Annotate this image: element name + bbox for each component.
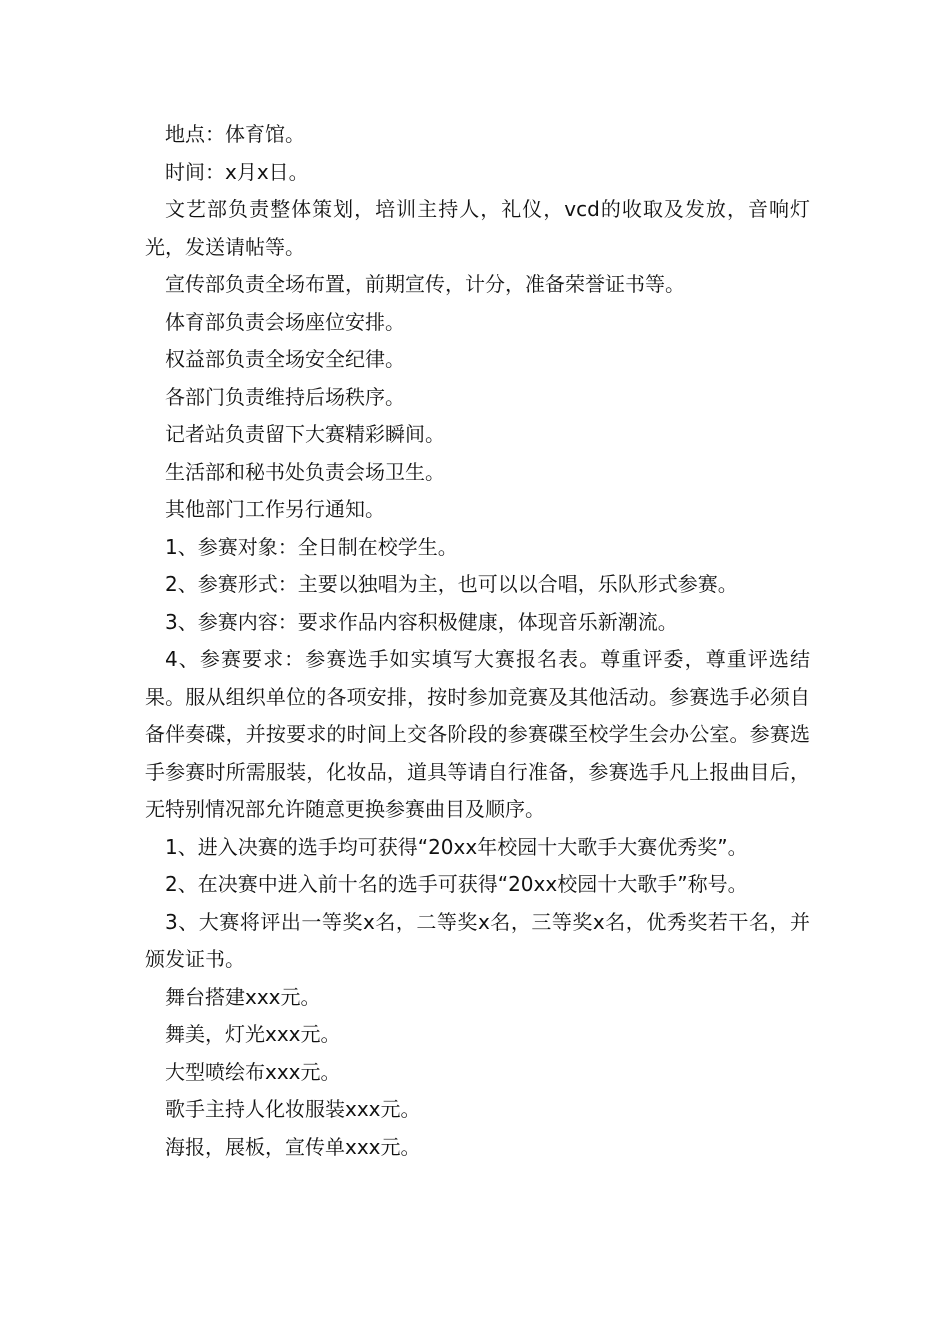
paragraph-life-dept: 生活部和秘书处负责会场卫生。 bbox=[165, 459, 445, 484]
paragraph-award-prizes: 3、大赛将评出一等奖x名，二等奖x名，三等奖x名，优秀奖若干名，并颁发证书。 bbox=[145, 909, 810, 971]
paragraph-format: 2、参赛形式：主要以独唱为主，也可以以合唱，乐队形式参赛。 bbox=[165, 572, 738, 596]
paragraph-press-station: 记者站负责留下大赛精彩瞬间。 bbox=[165, 422, 445, 446]
paragraph-other-depts: 其他部门工作另行通知。 bbox=[165, 497, 385, 521]
paragraph-location: 地点：体育馆。 bbox=[165, 122, 305, 146]
paragraph-all-depts: 各部门负责维持后场秩序。 bbox=[165, 384, 405, 409]
paragraph-budget-stage: 舞台搭建xxx元。 bbox=[165, 984, 321, 1009]
paragraph-sports-dept: 体育部负责会场座位安排。 bbox=[165, 309, 405, 334]
paragraph-publicity-dept: 宣传部负责全场布置，前期宣传，计分，准备荣誉证书等。 bbox=[165, 272, 685, 296]
paragraph-arts-dept: 文艺部负责整体策划，培训主持人，礼仪，vcd的收取及发放，音响灯光，发送请帖等。 bbox=[145, 197, 810, 259]
paragraph-budget-posters: 海报，展板，宣传单xxx元。 bbox=[165, 1134, 421, 1159]
paragraph-award-finalist: 1、进入决赛的选手均可获得“20xx年校园十大歌手大赛优秀奖”。 bbox=[165, 834, 748, 859]
paragraph-rights-dept: 权益部负责全场安全纪律。 bbox=[165, 347, 405, 371]
paragraph-award-top-ten: 2、在决赛中进入前十名的选手可获得“20xx校园十大歌手”称号。 bbox=[165, 872, 748, 896]
paragraph-budget-lighting: 舞美，灯光xxx元。 bbox=[165, 1022, 341, 1046]
paragraph-participants: 1、参赛对象：全日制在校学生。 bbox=[165, 534, 458, 559]
paragraph-requirements: 4、参赛要求：参赛选手如实填写大赛报名表。尊重评委，尊重评选结果。服从组织单位的各项安排，按时参加竞赛及其他活动。参赛选手必须自备伴奏碟，并按要求的时间上交各阶段的参赛碟至校学生会办公室。参赛选手参赛时所需服装，化妆品，道具等请自行准备，参赛选手凡上报曲目后，无特别情况部允许随意更换参赛曲目及顺序。 bbox=[145, 647, 810, 821]
paragraph-content: 3、参赛内容：要求作品内容积极健康，体现音乐新潮流。 bbox=[165, 609, 678, 634]
document-body bbox=[145, 116, 810, 1166]
paragraph-budget-makeup: 歌手主持人化妆服装xxx元。 bbox=[165, 1097, 421, 1121]
paragraph-budget-banner: 大型喷绘布xxx元。 bbox=[165, 1059, 341, 1084]
paragraph-time: 时间：x月x日。 bbox=[165, 159, 309, 184]
